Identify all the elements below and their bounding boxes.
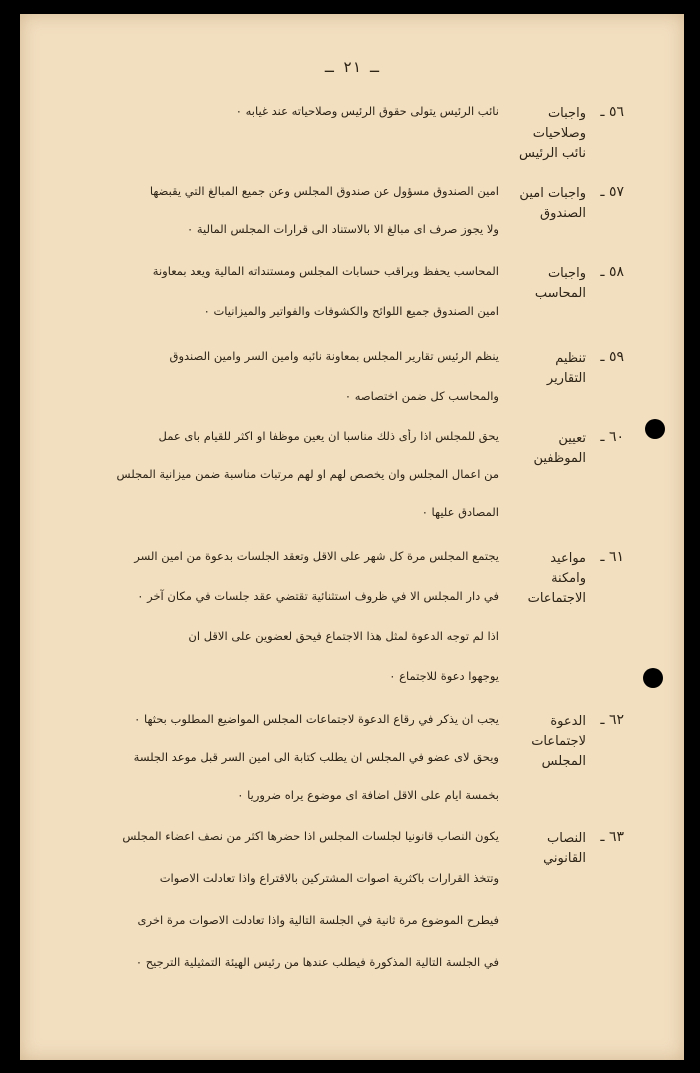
section-title-line: الصندوق [540,206,586,222]
body-line: من اعمال المجلس وان يخصص لهم او لهم مرتبات مناسبة ضمن ميزانية المجلس [116,467,499,481]
section-title-line: نائب الرئيس [519,146,586,162]
section-body [79,104,499,124]
section-number: ٥٨ ـ [600,264,624,280]
section-title-line: مواعيد [550,551,586,566]
punch-hole-top [645,419,665,439]
section-title-line: وامكنة [551,571,586,587]
section-number: ٥٧ ـ [600,184,624,200]
document-page [20,14,684,1060]
body-line: يجب ان يذكر في رقاع الدعوة لاجتماعات المجلس المواضيع المطلوب بحثها ٠ [134,712,499,726]
section-title-line: تعيين [558,431,586,446]
body-line: امين الصندوق جميع اللوائح والكشوفات والفواتير والميزانيات ٠ [203,304,499,318]
section-title [500,429,586,469]
section-title-line: النصاب [547,831,586,846]
body-line: ولا يجوز صرف اى مبالغ الا بالاستناد الى قرارات المجلس المالية ٠ [187,222,499,236]
section-title-line: لاجتماعات [531,734,586,750]
body-line: يجتمع المجلس مرة كل شهر على الاقل وتعقد الجلسات بدعوة من امين السر [134,549,499,563]
section-number: ٦٢ ـ [600,712,624,728]
section-title [500,712,586,772]
body-line: المصادق عليها ٠ [421,505,499,519]
section-title [500,184,586,224]
body-line: امين الصندوق مسؤول عن صندوق المجلس وعن جميع المبالغ التي يقبضها [149,184,499,198]
section-title [500,264,586,304]
section-title [500,829,586,869]
body-line: ويحق لاى عضو في المجلس ان يطلب كتابة الى امين السر قبل موعد الجلسة [133,750,499,764]
body-line: في الجلسة التالية المذكورة فيطلب عندها من رئيس الهيئة التمثيلية الترجيح ٠ [135,955,499,969]
section-title [500,104,586,164]
body-line: ينظم الرئيس تقارير المجلس بمعاونة نائبه وامين السر وامين الصندوق [169,349,499,363]
body-line: فيطرح الموضوع مرة ثانية في الجلسة التالية واذا تعادلت الاصوات مرة اخرى [137,913,499,927]
section-body [79,184,499,260]
section-title-line: المجلس [541,754,586,770]
body-line: يحق للمجلس اذا رأى ذلك مناسبا ان يعين موظفا او اكثر للقيام باى عمل [158,429,499,443]
section-number: ٥٩ ـ [600,349,624,365]
section-title-line: القانوني [543,851,586,867]
body-line: اذا لم توجه الدعوة لمثل هذا الاجتماع فيحق لعضوين على الاقل ان [188,629,499,643]
section-number: ٦٣ ـ [600,829,624,845]
section-body [79,264,499,344]
section-title-line: الدعوة [550,714,586,729]
section-body [79,429,499,543]
section-title-line: التقارير [546,371,586,387]
section-body [79,712,499,826]
section-title [500,549,586,609]
section-title-line: الاجتماعات [527,591,586,607]
section-title-line: تنظيم [555,351,586,366]
body-line: بخمسة ايام على الاقل اضافة اى موضوع يراه ضروريا ٠ [237,788,499,802]
body-line: في دار المجلس الا في ظروف استثنائية تقتضي عقد جلسات في مكان آخر ٠ [137,589,499,603]
section-title [500,349,586,389]
body-line: نائب الرئيس يتولى حقوق الرئيس وصلاحياته عند غيابه ٠ [235,104,499,118]
section-title-line: المحاسب [534,286,586,302]
section-number: ٦٠ ـ [600,429,624,445]
body-line: يكون النصاب قانونيا لجلسات المجلس اذا حضرها اكثر من نصف اعضاء المجلس [122,829,499,843]
body-line: المحاسب يحفظ ويراقب حسابات المجلس ومستنداته المالية ويعد بمعاونة [152,264,499,278]
section-title-line: واجبات [547,266,586,281]
section-number: ٦١ ـ [600,549,624,565]
body-line: والمحاسب كل ضمن اختصاصه ٠ [344,389,499,403]
section-title-line: الموظفين [533,451,586,467]
body-line: يوجهوا دعوة للاجتماع ٠ [389,669,499,683]
section-title-line: واجبات [547,106,586,121]
section-number: ٥٦ ـ [600,104,624,120]
section-body [79,829,499,997]
punch-hole-bottom [643,668,663,688]
section-body [79,349,499,429]
section-title-line: وصلاحيات [532,126,586,142]
section-title-line: واجبات امين [519,186,586,201]
body-line: وتتخذ القرارات باكثرية اصوات المشتركين بالاقتراع واذا تعادلت الاصوات [159,871,499,885]
section-body [79,549,499,709]
page-number: ـ ٢١ ـ [324,58,380,76]
